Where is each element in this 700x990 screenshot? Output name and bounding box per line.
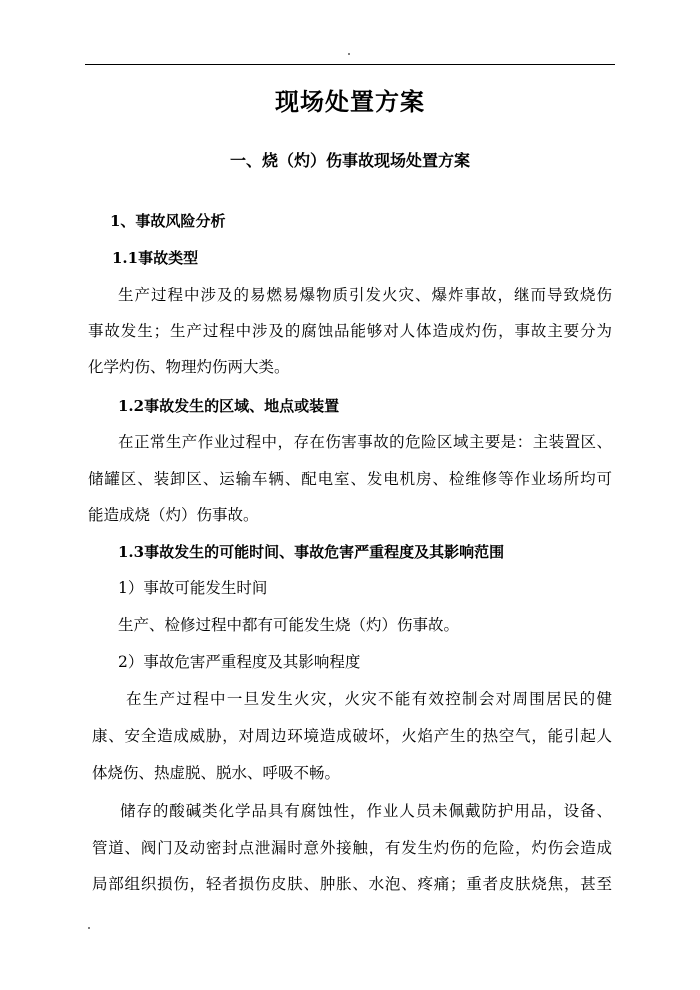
- paragraph-line: 能造成烧（灼）伤事故。: [88, 506, 259, 524]
- paragraph-line: 事故发生；生产过程中涉及的腐蚀品能够对人体造成灼伤，事故主要分为: [88, 322, 612, 340]
- subheading-possible-time: 1）事故可能发生时间: [118, 579, 268, 597]
- header-dot: [348, 53, 350, 55]
- paragraph-line: 管道、阀门及动密封点泄漏时意外接触，有发生灼伤的危险，灼伤会造成: [92, 839, 612, 857]
- paragraph-line: 储存的酸碱类化学品具有腐蚀性，作业人员未佩戴防护用品，设备、: [120, 802, 612, 820]
- paragraph-line: 储罐区、装卸区、运输车辆、配电室、发电机房、检维修等作业场所均可: [88, 470, 612, 488]
- heading-risk-analysis: 1、事故风险分析: [110, 212, 226, 230]
- paragraph-line: 生产过程中涉及的易燃易爆物质引发火灾、爆炸事故，继而导致烧伤: [118, 286, 612, 304]
- subheading-severity: 2）事故危害严重程度及其影响程度: [118, 653, 361, 671]
- paragraph-line: 局部组织损伤，轻者损伤皮肤、肿胀、水泡、疼痛；重者皮肤烧焦，甚至: [92, 875, 612, 893]
- section-title: 一、烧（灼）伤事故现场处置方案: [229, 151, 470, 170]
- header-rule: [85, 64, 615, 65]
- heading-accident-type: 1.1事故类型: [112, 249, 199, 267]
- paragraph-line: 在正常生产作业过程中，存在伤害事故的危险区域主要是：主装置区、: [118, 433, 612, 451]
- heading-accident-time-severity: 1.3事故发生的可能时间、事故危害严重程度及其影响范围: [118, 543, 505, 561]
- paragraph-line: 康、安全造成威胁，对周边环境造成破坏，火焰产生的热空气，能引起人: [92, 727, 612, 745]
- page-title: 现场处置方案: [275, 87, 425, 116]
- heading-accident-area: 1.2事故发生的区域、地点或装置: [118, 397, 340, 415]
- paragraph-line: 生产、检修过程中都有可能发生烧（灼）伤事故。: [118, 616, 460, 634]
- footer-dot: [88, 927, 90, 929]
- paragraph-line: 在生产过程中一旦发生火灾，火灾不能有效控制会对周围居民的健: [126, 690, 612, 708]
- paragraph-line: 化学灼伤、物理灼伤两大类。: [88, 358, 290, 376]
- paragraph-line: 体烧伤、热虚脱、脱水、呼吸不畅。: [92, 764, 341, 782]
